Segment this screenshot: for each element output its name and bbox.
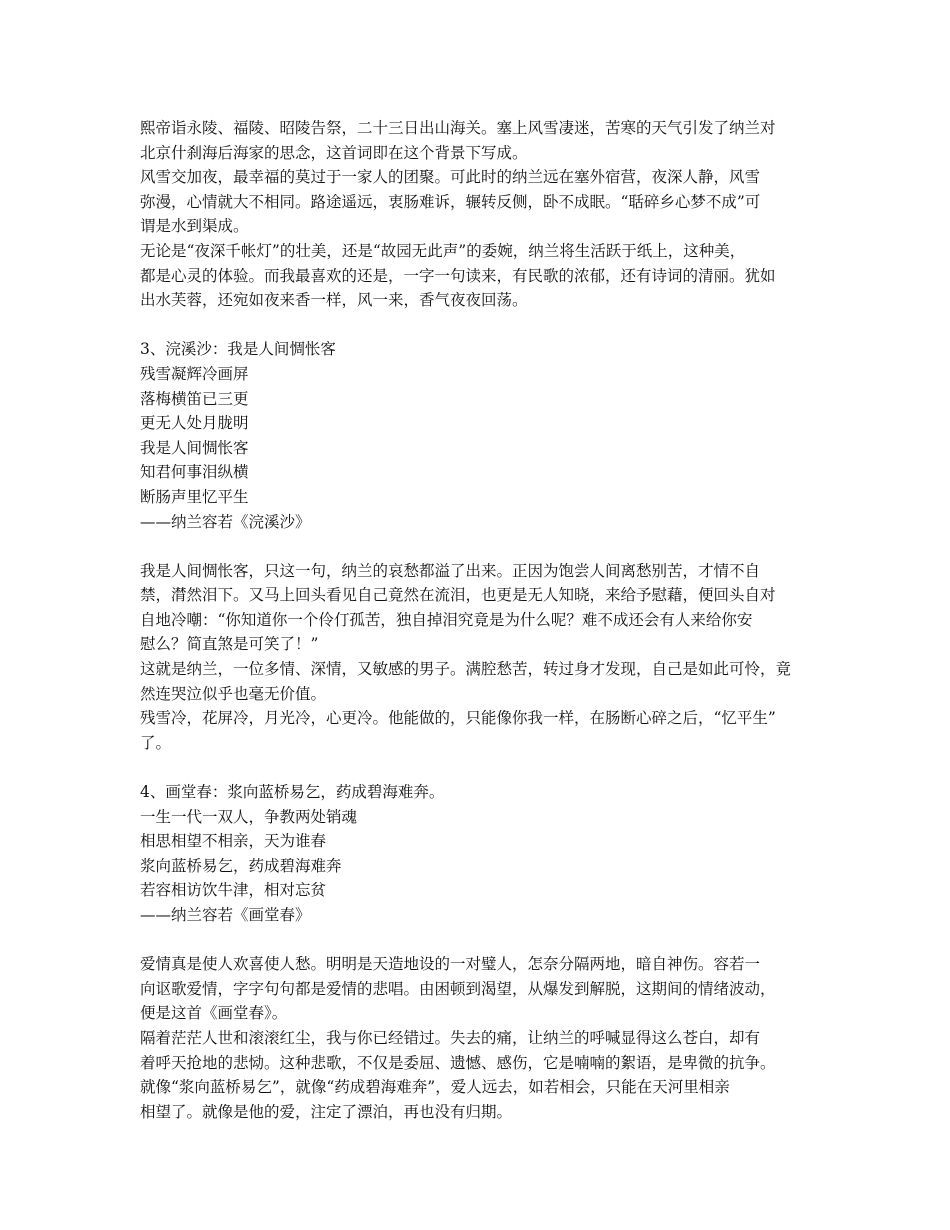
text-line: 浆向蓝桥易乞，药成碧海难奔 xyxy=(140,856,342,875)
text-line: 向讴歌爱情，字字句句都是爱情的悲唱。由困顿到渴望，从爆发到解脱，这期间的情绪波动， xyxy=(140,979,776,998)
text-line: 4、画堂春：浆向蓝桥易乞，药成碧海难奔。 xyxy=(140,783,445,802)
text-line: 禁，潸然泪下。又马上回头看见自己竟然在流泪，也更是无人知晓，来给予慰藉，便回头自对 xyxy=(140,586,776,605)
blank-line xyxy=(140,928,815,953)
text-line: 断肠声里忆平生 xyxy=(140,487,249,506)
text-line: 落梅横笛已三更 xyxy=(140,389,249,408)
text-line: 了。 xyxy=(140,733,172,752)
text-line: 都是心灵的体验。而我最喜欢的还是，一字一句读来，有民歌的浓郁，还有诗词的清丽。犹如 xyxy=(140,266,776,285)
text-line: 相思相望不相亲，天为谁春 xyxy=(140,832,327,851)
text-line: 谓是水到渠成。 xyxy=(140,217,249,236)
text-line: 然连哭泣似乎也毫无价值。 xyxy=(140,684,327,703)
text-line: 北京什刹海后海家的思念，这首词即在这个背景下写成。 xyxy=(140,143,528,162)
text-line: 爱情真是使人欢喜使人愁。明明是天造地设的一对璧人，怎奈分隔两地，暗自神伤。容若一 xyxy=(140,955,761,974)
paragraph xyxy=(140,1026,815,1124)
text-line: 就像“浆向蓝桥易乞”，就像“药成碧海难奔”，爱人远去，如若相会，只能在天河里相亲 xyxy=(140,1078,730,1097)
paragraph xyxy=(140,116,815,165)
text-line: ——纳兰容若《画堂春》 xyxy=(140,906,311,924)
blank-line xyxy=(140,313,815,338)
text-line: 知君何事泪纵横 xyxy=(140,463,249,482)
text-line: ——纳兰容若《浣溪沙》 xyxy=(140,512,311,531)
paragraph xyxy=(140,239,815,313)
document-page xyxy=(140,116,815,1124)
text-line: 这就是纳兰，一位多情、深情，又敏感的男子。满腔愁苦，转过身才发现，自己是如此可怜，竟 xyxy=(140,660,792,679)
paragraph xyxy=(140,657,815,706)
paragraph xyxy=(140,706,815,755)
text-line: 弥漫，心情就大不相同。路途遥远，衷肠难诉，辗转反侧，卧不成眠。“聒碎乡心梦不成”可 xyxy=(140,192,761,211)
paragraph xyxy=(140,780,815,928)
text-line: 残雪凝辉冷画屏 xyxy=(140,364,249,383)
text-line: 相望了。就像是他的爱，注定了漂泊，再也没有归期。 xyxy=(140,1102,513,1121)
text-line: 便是这首《画堂春》。 xyxy=(140,1004,288,1023)
paragraph xyxy=(140,952,815,1026)
paragraph xyxy=(140,165,815,239)
text-line: 隔着茫茫人世和滚滚红尘，我与你已经错过。失去的痛，让纳兰的呼喊显得这么苍白，却有 xyxy=(140,1028,761,1047)
text-line: 我是人间惆怅客，只这一句，纳兰的哀愁都溢了出来。正因为饱尝人间离愁别苦，才情不自 xyxy=(140,561,761,580)
text-line: 更无人处月胧明 xyxy=(140,414,249,433)
text-line: 慰么？简直煞是可笑了！” xyxy=(140,635,319,654)
text-line: 着呼天抢地的悲恸。这种悲歌，不仅是委屈、遗憾、感伤，它是喃喃的絮语，是卑微的抗争。 xyxy=(140,1053,776,1072)
text-line: 无论是“夜深千帐灯”的壮美，还是“故园无此声”的委婉，纳兰将生活跃于纸上，这种美， xyxy=(140,241,746,260)
paragraph xyxy=(140,337,815,534)
text-line: 残雪冷，花屏冷，月光冷，心更冷。他能做的，只能像你我一样，在肠断心碎之后，“忆平生” xyxy=(140,709,776,728)
text-line: 3、浣溪沙：我是人间惆怅客 xyxy=(140,340,336,359)
text-line: 一生一代一双人，争教两处销魂 xyxy=(140,807,358,826)
text-line: 自地冷嘲：“你知道你一个伶仃孤苦，独自掉泪究竟是为什么呢？难不成还会有人来给你安 xyxy=(140,610,753,629)
text-line: 熙帝诣永陵、福陵、昭陵告祭，二十三日出山海关。塞上风雪凄迷，苦寒的天气引发了纳兰对 xyxy=(140,119,776,137)
text-line: 我是人间惆怅客 xyxy=(140,438,249,457)
paragraph xyxy=(140,559,815,657)
blank-line xyxy=(140,534,815,559)
text-line: 若容相访饮牛津，相对忘贫 xyxy=(140,881,327,900)
blank-line xyxy=(140,755,815,780)
text-line: 风雪交加夜，最幸福的莫过于一家人的团聚。可此时的纳兰远在塞外宿营，夜深人静，风雪 xyxy=(140,168,761,187)
text-line: 出水芙蓉，还宛如夜来香一样，风一来，香气夜夜回荡。 xyxy=(140,291,528,310)
